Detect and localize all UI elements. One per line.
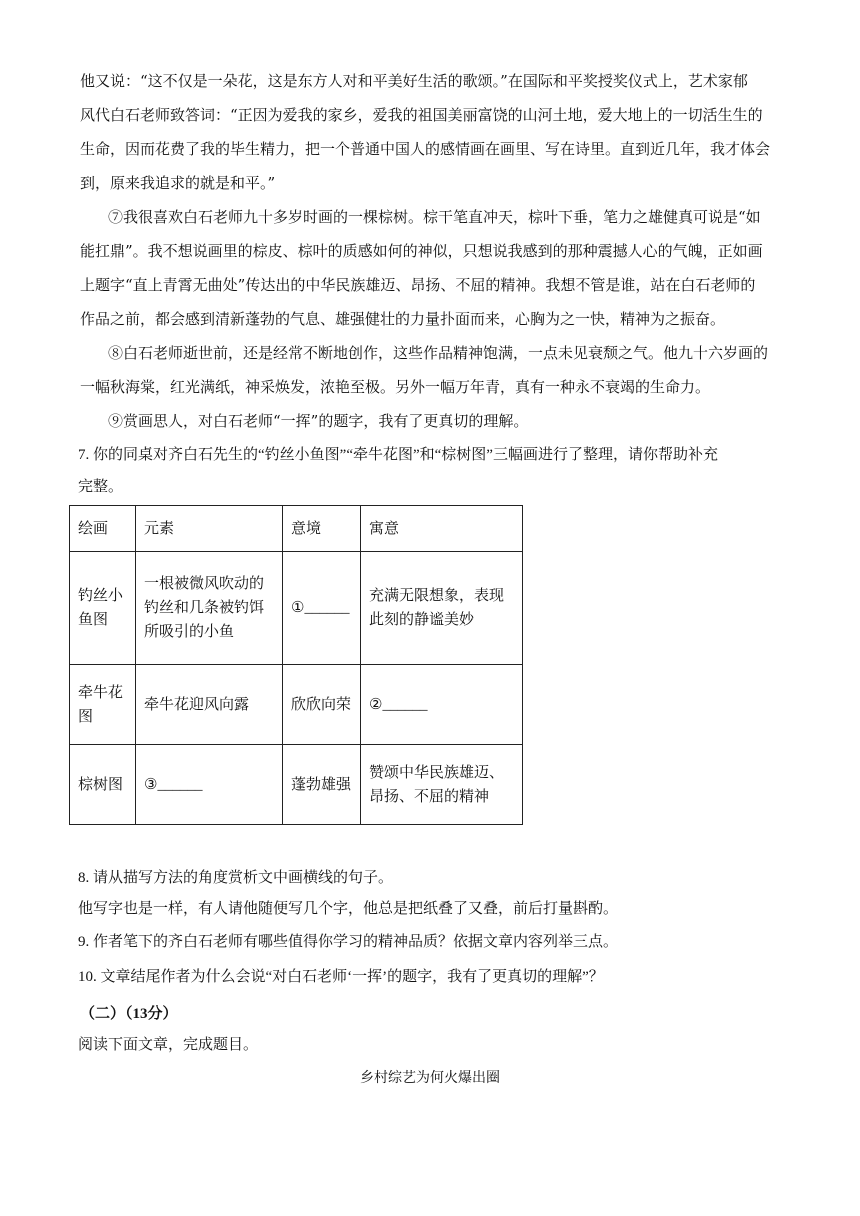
- element-cell: 牵牛花迎风向露: [136, 665, 283, 745]
- paintings-table: [69, 505, 523, 825]
- table-header-cell: 元素: [136, 506, 283, 552]
- meaning-cell: 赞颂中华民族雄迈、 昂扬、不屈的精神: [361, 745, 523, 825]
- table-row: [70, 665, 523, 745]
- question-7-line1: 7. 你的同桌对齐白石先生的“钓丝小鱼图”“牵牛花图”和“棕树图”三幅画进行了整理，请你帮助补充: [78, 447, 718, 463]
- mood-blank-cell: ①______: [283, 552, 361, 665]
- passage-line: 到，原来我追求的就是和平。”: [80, 174, 276, 192]
- paragraph-9-line: ⑨赏画思人，对白石老师“一挥”的题字，我有了更真切的理解。: [108, 412, 529, 430]
- question-9: 9. 作者笔下的齐白石老师有哪些值得你学习的精神品质？依据文章内容列举三点。: [78, 934, 619, 950]
- paragraph-8-line: ⑧白石老师逝世前，还是经常不断地创作，这些作品精神饱满，一点未见衰颓之气。他九十六岁画的: [108, 344, 769, 362]
- paragraph-8-line: 一幅秋海棠，红光满纸，神采焕发，浓艳至极。另外一幅万年青，真有一种永不衰竭的生命力。: [80, 378, 711, 396]
- question-10: 10. 文章结尾作者为什么会说“对白石老师‘一挥’的题字，我有了更真切的理解”？: [78, 969, 604, 985]
- table-header-cell: 寓意: [361, 506, 523, 552]
- painting-cell: 棕树图: [70, 745, 136, 825]
- table-row: [70, 745, 523, 825]
- painting-cell: 钓丝小 鱼图: [70, 552, 136, 665]
- meaning-blank-cell: ②______: [361, 665, 523, 745]
- question-8-prompt: 8. 请从描写方法的角度赏析文中画横线的句子。: [78, 870, 394, 886]
- question-7-line2: 完整。: [78, 479, 124, 495]
- mood-cell: 欣欣向荣: [283, 665, 361, 745]
- mood-cell: 蓬勃雄强: [283, 745, 361, 825]
- passage-line: 生命，因而花费了我的毕生精力，把一个普通中国人的感情画在画里、写在诗里。直到近几年，我才体会: [80, 140, 771, 158]
- paragraph-7-line: 能扛鼎”。我不想说画里的棕皮、棕叶的质感如何的神似，只想说我感到的那种震撼人心的气魄，正如画: [80, 242, 763, 260]
- table-header-cell: 意境: [283, 506, 361, 552]
- painting-cell: 牵牛花 图: [70, 665, 136, 745]
- passage-line: 风代白石老师致答词：“正因为爱我的家乡，爱我的祖国美丽富饶的山河土地，爱大地上的一切活生生的: [80, 106, 763, 124]
- question-8-sentence: 他写字也是一样，有人请他随便写几个字，他总是把纸叠了又叠，前后打量斟酌。: [78, 901, 619, 917]
- article-title: 乡村综艺为何火爆出圈: [360, 1070, 500, 1086]
- meaning-cell: 充满无限想象，表现 此刻的静谧美妙: [361, 552, 523, 665]
- table-row: [70, 552, 523, 665]
- table-header-row: [70, 506, 523, 552]
- passage-line: 他又说：“这不仅是一朵花，这是东方人对和平美好生活的歌颂。”在国际和平奖授奖仪式上，艺术家郁: [80, 72, 748, 90]
- paragraph-7-line: ⑦我很喜欢白石老师九十多岁时画的一棵棕树。棕干笔直冲天，棕叶下垂，笔力之雄健真可说是“如: [108, 208, 761, 226]
- element-blank-cell: ③______: [136, 745, 283, 825]
- paragraph-7-line: 作品之前，都会感到清新蓬勃的气息、雄强健壮的力量扑面而来，心胸为之一快，精神为之振奋。: [80, 310, 726, 328]
- section-instruction: 阅读下面文章，完成题目。: [78, 1037, 259, 1053]
- paragraph-7-line: 上题字“直上青霄无曲处”传达出的中华民族雄迈、昂扬、不屈的精神。我想不管是谁，站在白石老师的: [80, 276, 756, 294]
- section-heading: （二）（13分）: [80, 1006, 178, 1022]
- element-cell: 一根被微风吹动的 钓丝和几条被钓饵 所吸引的小鱼: [136, 552, 283, 665]
- table-header-cell: 绘画: [70, 506, 136, 552]
